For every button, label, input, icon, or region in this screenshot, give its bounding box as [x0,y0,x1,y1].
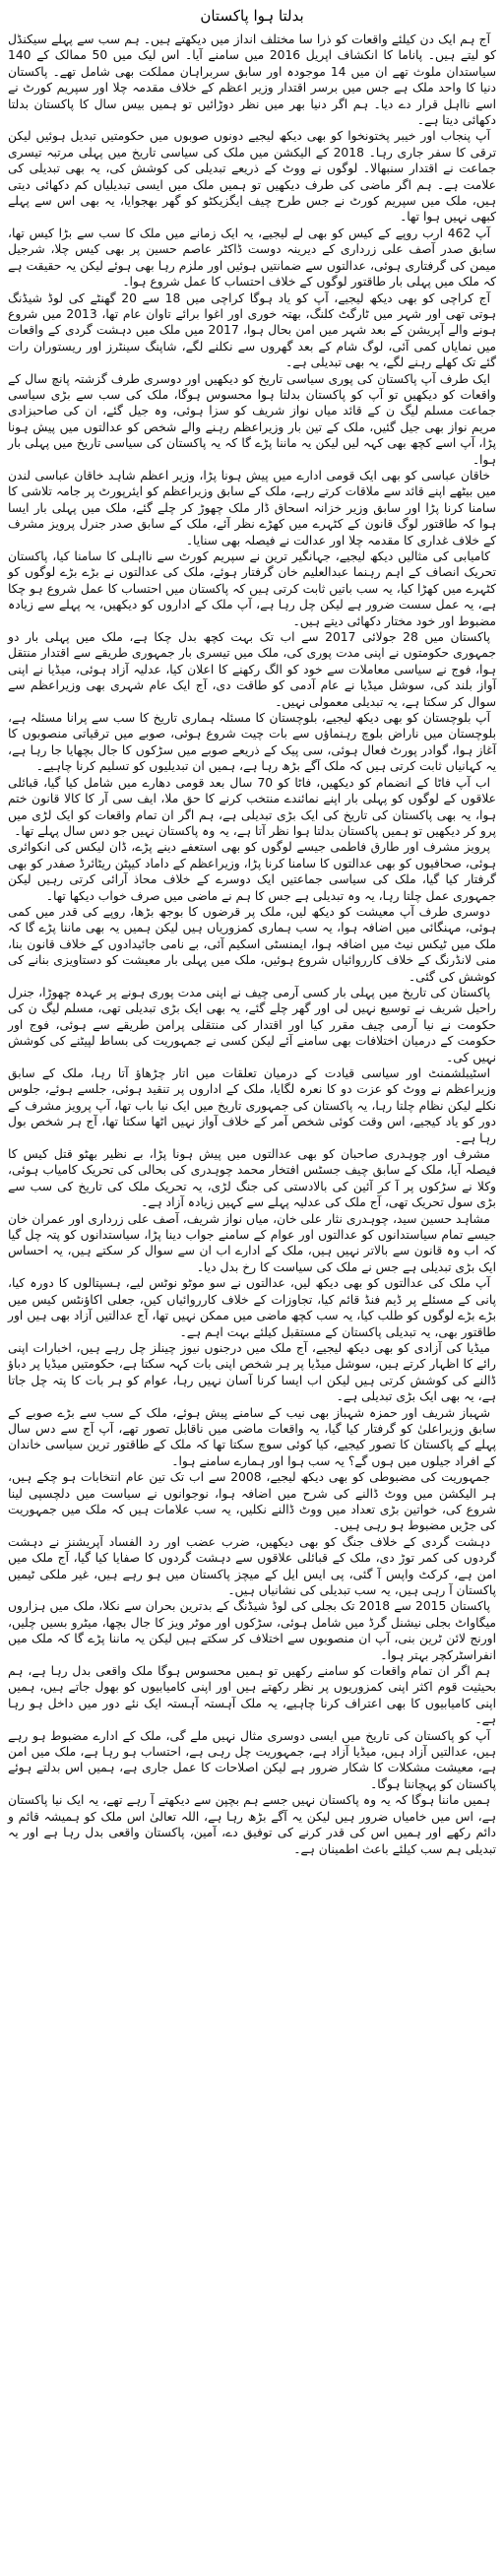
article-paragraph: آج کراچی کو بھی دیکھ لیجیے، آپ کو یاد ہوگا کراچی میں 18 سے 20 گھنٹے کی لوڈ شیڈنگ ہوتی تھی اور شہر میں ٹارگٹ کلنگ، بھتہ خوری اور اغوا برائے تاوان عام تھا، 2013 میں شروع ہونے والے آپریشن کے بعد شہر میں امن بحال ہوا، 2017 میں ملک میں دہشت گردی کے واقعات میں نمایاں کمی آئی، لوگ شام کے بعد گھروں سے نکلنے لگے، شاپنگ سینٹرز اور ریستوران رات گئے تک کھلے رہنے لگے، یہ بھی تبدیلی ہے۔ [8,290,496,370]
article-paragraph: میڈیا کی آزادی کو بھی دیکھ لیجیے، آج ملک میں درجنوں نیوز چینلز چل رہے ہیں، اخبارات اپنی رائے کا اظہار کرتے ہیں، سوشل میڈیا پر ہر شخص اپنی بات کہہ سکتا ہے، حکومتیں میڈیا پر دباؤ ڈالنے کی کوشش کرتی ہیں لیکن اب ایسا کرنا آسان نہیں رہا، عوام کو ہر بات کا پتہ چل جاتا ہے، یہ بھی ایک بڑی تبدیلی ہے۔ [8,1340,496,1404]
article-paragraph: شہباز شریف اور حمزہ شہباز بھی نیب کے سامنے پیش ہوئے، ملک کے سب سے بڑے صوبے کے سابق وزیراعلیٰ کو گرفتار کیا گیا، یہ واقعات ماضی میں ناقابل تصور تھے، آپ آج سے دس سال پہلے کے پاکستان کا تصور کیجیے، کیا کوئی سوچ سکتا تھا کہ ملک کے طاقتور ترین سیاسی خاندان کے افراد جیلوں میں ہوں گے؟ یہ سب ہوا اور ہمارے سامنے ہوا۔ [8,1405,496,1468]
article-paragraph: خاقان عباسی کو بھی ایک قومی ادارے میں پیش ہونا پڑا، وزیر اعظم شاہد خاقان عباسی لندن میں بیٹھے اپنے قائد سے ملاقات کرتے رہے، ملک کے سابق وزیراعظم کو ایئرپورٹ پر جامہ تلاشی کا سامنا کرنا پڑا اور سابق وزیر خزانہ اسحاق ڈار ملک چھوڑ کر چلے گئے، ملک میں پہلی بار ایسا ہوا کہ طاقتور لوگ قانون کے کٹہرے میں کھڑے نظر آئے، ملک کے سابق صدر جنرل پرویز مشرف کے خلاف غداری کا مقدمہ چلا اور عدالت نے فیصلہ بھی سنایا۔ [8,468,496,547]
article-paragraph: جمہوریت کی مضبوطی کو بھی دیکھ لیجیے، 2008 سے اب تک تین عام انتخابات ہو چکے ہیں، ہر الیکشن میں ووٹ ڈالنے کی شرح میں اضافہ ہوا، نوجوانوں نے سیاست میں دلچسپی لینا شروع کی، خواتین بڑی تعداد میں ووٹ ڈالنے نکلیں، یہ سب علامات ہیں کہ ملک میں جمہوریت کی جڑیں مضبوط ہو رہی ہیں۔ [8,1470,496,1533]
article-paragraph: ہم اگر ان تمام واقعات کو سامنے رکھیں تو ہمیں محسوس ہوگا ملک واقعی بدل رہا ہے، ہم بحیثیت قوم اکثر اپنی کمزوریوں پر نظر رکھتے ہیں اور اپنی کامیابیوں کو بھول جاتے ہیں، ہمیں اپنی کامیابیوں کا بھی اعتراف کرنا چاہیے، یہ ملک آہستہ آہستہ ایک نئے دور میں داخل ہو رہا ہے۔ [8,1664,496,1727]
article-paragraph: آج ہم ایک دن کیلئے واقعات کو ذرا سا مختلف انداز میں دیکھتے ہیں۔ ہم سب سے پہلے سیکنڈل کو لیتے ہیں۔ پاناما کا انکشاف اپریل 2016 میں سامنے آیا۔ اس لیک میں 50 ممالک کے 140 سیاستدان ملوث تھے ان میں 14 موجودہ اور سابق سربراہان مملکت بھی شامل تھے۔ پاکستان دنیا کا واحد ملک ہے جس میں برسر اقتدار وزیر اعظم کے خلاف مقدمہ چلا اور سپریم کورٹ نے اسے نااہل قرار دے دیا۔ ہم اگر دنیا بھر میں نظر دوڑائیں تو ہمیں بیس سال کا پاکستان بدلتا دکھائی دیتا ہے۔ [8,32,496,128]
article-paragraph: مشرف اور چوہدری صاحبان کو بھی عدالتوں میں پیش ہونا پڑا، بے نظیر بھٹو قتل کیس کا فیصلہ آیا، ملک کے سابق چیف جسٹس افتخار محمد چوہدری کی بحالی کی تحریک کامیاب ہوئی، وکلا نے سڑکوں پر آ کر آئین کی بالادستی کی جنگ لڑی، یہ تحریک ملک کی تاریخ کی سب سے بڑی سول تحریک تھی، آج ملک کی عدلیہ پہلے سے کہیں زیادہ آزاد ہے۔ [8,1147,496,1210]
article-paragraph: کامیابی کی مثالیں دیکھ لیجیے، جہانگیر ترین نے سپریم کورٹ سے نااہلی کا سامنا کیا، پاکستان تحریک انصاف کے اہم رہنما عبدالعلیم خان گرفتار ہوئے، ملک کی عدالتوں نے بڑے بڑے لوگوں کو کٹہرے میں کھڑا کیا، یہ سب باتیں ثابت کرتی ہیں کہ پاکستان میں احتساب کا عمل شروع ہو چکا ہے، یہ عمل سست ضرور ہے لیکن چل رہا ہے، آپ ملک کے اداروں کو دیکھیں، یہ پہلے سے زیادہ مضبوط اور خود مختار دکھائی دیتے ہیں۔ [8,549,496,628]
article-paragraph: مشاہد حسین سید، چوہدری نثار علی خان، میاں نواز شریف، آصف علی زرداری اور عمران خان جیسے تمام سیاستدانوں کو عدالتوں اور عوام کے سامنے جواب دینا پڑا، سیاستدانوں کو پتہ چل گیا کہ اب وہ قانون سے بالاتر نہیں ہیں، ملک کے ادارے اب ان سے سوال کر سکتے ہیں، یہ احساس ایک بڑی تبدیلی ہے جس نے ملک کی سیاست کا رخ بدل دیا۔ [8,1211,496,1274]
article-paragraph: پاکستان کی تاریخ میں پہلی بار کسی آرمی چیف نے اپنی مدت پوری ہونے پر عہدہ چھوڑا، جنرل راحیل شریف نے توسیع نہیں لی اور گھر چلے گئے، یہ بھی ایک بڑی تبدیلی تھی، مسلم لیگ ن کی حکومت نے نیا آرمی چیف مقرر کیا اور اقتدار کی منتقلی پرامن طریقے سے ہوئی، فوج اور حکومت کے درمیان اختلافات بھی سامنے آئے لیکن کسی نے جمہوریت کی بساط لپیٹنے کی کوشش نہیں کی۔ [8,985,496,1064]
article-paragraph: اب آپ فاٹا کے انضمام کو دیکھیں، فاٹا کو 70 سال بعد قومی دھارے میں شامل کیا گیا، قبائلی علاقوں کے لوگوں کو پہلی بار اپنے نمائندے منتخب کرنے کا حق ملا، ایف سی آر کا کالا قانون ختم ہوا، یہ بھی پاکستان کی تاریخ کی ایک بڑی تبدیلی ہے، ہم اگر ان تمام واقعات کو ایک لڑی میں پرو کر دیکھیں تو ہمیں پاکستان بدلتا ہوا نظر آتا ہے، یہ وہ پاکستان نہیں جو دس سال پہلے تھا۔ [8,775,496,838]
article-paragraph: ایک طرف آپ پاکستان کی پوری سیاسی تاریخ کو دیکھیں اور دوسری طرف گزشتہ پانچ سال کے واقعات کو دیکھیں تو آپ کو پاکستان بدلتا ہوا محسوس ہوگا، ملک کی سب سے بڑی سیاسی جماعت مسلم لیگ ن کے قائد میاں نواز شریف کو سزا ہوئی، وہ جیل گئے، ان کی صاحبزادی مریم نواز بھی جیل گئیں، ملک کے تین بار وزیراعظم رہنے والے شخص کو عدالتوں میں پیش ہونا پڑا، آپ اسے کچھ بھی کہہ لیں لیکن یہ ماننا پڑے گا کہ یہ پاکستان کی سیاسی تاریخ میں پہلی بار ہوا۔ [8,371,496,467]
article-title: بدلتا ہوا پاکستان [200,7,304,25]
article-paragraph: پاکستان میں 28 جولائی 2017 سے اب تک بہت کچھ بدل چکا ہے، ملک میں پہلی بار دو جمہوری حکومتوں نے اپنی مدت پوری کی، ملک میں تیسری بار جمہوری طریقے سے اقتدار منتقل ہوا، فوج نے سیاسی معاملات سے خود کو الگ رکھنے کا اعلان کیا، عدلیہ آزاد ہوئی، میڈیا نے اپنی آواز بلند کی، سوشل میڈیا نے عام آدمی کو طاقت دی، آج ایک عام شہری بھی وزیراعظم سے سوال کر سکتا ہے، یہ تبدیلی معمولی نہیں۔ [8,630,496,709]
article-paragraph: آپ بلوچستان کو بھی دیکھ لیجیے، بلوچستان کا مسئلہ ہماری تاریخ کا سب سے پرانا مسئلہ ہے، بلوچستان میں ناراض بلوچ رہنماؤں سے بات چیت شروع ہوئی، صوبے میں ترقیاتی منصوبوں کا آغاز ہوا، گوادر پورٹ فعال ہوئی، سی پیک کے ذریعے صوبے میں سڑکوں کا جال بچھایا جا رہا ہے، یہ کہانیاں ثابت کرتی ہیں کہ ملک آگے بڑھ رہا ہے، ہمیں ان تبدیلیوں کو تسلیم کرنا چاہیے۔ [8,711,496,774]
article-paragraph: پاکستان 2015 سے 2018 تک بجلی کی لوڈ شیڈنگ کے بدترین بحران سے نکلا، ملک میں ہزاروں میگاواٹ بجلی نیشنل گرڈ میں شامل ہوئی، سڑکوں اور موٹر ویز کا جال بچھا، میٹرو بسیں چلیں، اورنج لائن ٹرین بنی، آپ ان منصوبوں سے اختلاف کر سکتے ہیں لیکن یہ ماننا پڑے گا کہ ملک میں انفراسٹرکچر بہتر ہوا۔ [8,1599,496,1662]
article-paragraph: آپ 462 ارب روپے کے کیس کو بھی لے لیجیے، یہ ایک زمانے میں ملک کا سب سے بڑا کیس تھا، سابق صدر آصف علی زرداری کے دیرینہ دوست ڈاکٹر عاصم حسین پر بھی کیس چلا، شرجیل میمن کی گرفتاری ہوئی، عدالتوں سے ضمانتیں ہوئیں اور ملزم رہا بھی ہوئے لیکن یہ حقیقت ہے کہ ملک میں پہلی بار طاقتور لوگوں کے خلاف احتساب کا عمل شروع ہوا۔ [8,225,496,290]
title-wrap [8,6,496,26]
article-paragraph: آپ پنجاب اور خیبر پختونخوا کو بھی دیکھ لیجیے دونوں صوبوں میں حکومتیں تبدیل ہوئیں لیکن ترقی کا سفر جاری رہا۔ 2018 کے الیکشن میں ملک کی سیاسی تاریخ میں پہلی مرتبہ تیسری جماعت نے اقتدار سنبھالا۔ لوگوں نے ووٹ کے ذریعے تبدیلی کی کوشش کی، یہ بھی تبدیلی کی علامت ہے۔ ہم اگر ماضی کی طرف دیکھیں تو ہمیں ملک میں ایسی تبدیلیاں کم دکھائی دیتی ہیں، ملک میں سپریم کورٹ نے جس طرح چیف ایگزیکٹو کو گھر بھجوایا، یہ بھی اس سے پہلے کبھی نہیں ہوا تھا۔ [8,129,497,225]
article-paragraph: اسٹیبلشمنٹ اور سیاسی قیادت کے درمیان تعلقات میں اتار چڑھاؤ آتا رہا، ملک کے سابق وزیراعظم نے ووٹ کو عزت دو کا نعرہ لگایا، ملک کے اداروں پر تنقید ہوئی، جلسے ہوئے، جلوس نکلے لیکن نظام چلتا رہا، یہ پاکستان کی جمہوری تاریخ میں ایک نیا باب تھا، آپ پرویز مشرف کے دور کو یاد کیجیے، اس وقت کوئی شخص آمر کے خلاف آواز نہیں اٹھا سکتا تھا، آج ہر شخص بول رہا ہے۔ [8,1066,496,1145]
article-body [8,32,496,1857]
article-paragraph: دہشت گردی کے خلاف جنگ کو بھی دیکھیں، ضرب عضب اور رد الفساد آپریشنز نے دہشت گردوں کی کمر توڑ دی، ملک کے قبائلی علاقوں سے دہشت گردوں کا صفایا کیا گیا، آج ملک میں امن ہے، کرکٹ واپس آ گئی، پی ایس ایل کے میچز پاکستان میں ہو رہے ہیں، غیر ملکی ٹیمیں پاکستان آ رہی ہیں، یہ سب تبدیلی کی نشانیاں ہیں۔ [8,1534,496,1597]
article-paragraph: پرویز مشرف اور طارق فاطمی جیسے لوگوں کو بھی استعفے دینے پڑے، ڈان لیکس کی انکوائری ہوئی، صحافیوں کو بھی عدالتوں کا سامنا کرنا پڑا، وزیراعظم کے داماد کیپٹن ریٹائرڈ صفدر کو بھی گرفتار کیا گیا، ملک کی سیاسی جماعتیں ایک دوسرے کے خلاف محاذ آرائی کرتی رہیں لیکن جمہوری عمل چلتا رہا، یہ وہ تبدیلی ہے جس کا ہم نے ماضی میں صرف خواب دیکھا تھا۔ [8,840,496,903]
article-paragraph: آپ کو پاکستان کی تاریخ میں ایسی دوسری مثال نہیں ملے گی، ملک کے ادارے مضبوط ہو رہے ہیں، عدالتیں آزاد ہیں، میڈیا آزاد ہے، جمہوریت چل رہی ہے، احتساب ہو رہا ہے، ملک میں امن ہے، معیشت مشکلات کا شکار ضرور ہے لیکن اصلاحات کا عمل جاری ہے، ہمیں اس بدلتے ہوئے پاکستان کو پہچاننا ہوگا۔ [8,1728,496,1791]
article-paragraph: ہمیں ماننا ہوگا کہ یہ وہ پاکستان نہیں جسے ہم بچپن سے دیکھتے آ رہے تھے، یہ ایک نیا پاکستان ہے، اس میں خامیاں ضرور ہیں لیکن یہ آگے بڑھ رہا ہے، اللہ تعالیٰ اس ملک کو ہمیشہ قائم و دائم رکھے اور ہمیں اس کی قدر کرنے کی توفیق دے، آمین، پاکستان واقعی بدل رہا ہے اور یہ تبدیلی ہم سب کیلئے باعث اطمینان ہے۔ [8,1793,496,1856]
article-paragraph: دوسری طرف آپ معیشت کو دیکھ لیں، ملک پر قرضوں کا بوجھ بڑھا، روپے کی قدر میں کمی ہوئی، مہنگائی میں اضافہ ہوا، یہ سب ہماری کمزوریاں ہیں لیکن ہمیں یہ بھی ماننا پڑے گا کہ ملک میں ٹیکس نیٹ میں اضافہ ہوا، ایمنسٹی اسکیم آئی، بے نامی جائیدادوں کے خلاف قانون بنا، منی لانڈرنگ کے خلاف کارروائیاں شروع ہوئیں، ملک میں پہلی بار معیشت کو دستاویزی بنانے کی کوشش کی گئی۔ [8,904,496,984]
article-paragraph: آپ ملک کی عدالتوں کو بھی دیکھ لیں، عدالتوں نے سو موٹو نوٹس لیے، ہسپتالوں کا دورہ کیا، پانی کے مسئلے پر ڈیم فنڈ قائم کیا، تجاوزات کے خلاف کارروائیاں کیں، جعلی اکاؤنٹس کیس میں بڑے بڑے لوگوں کو طلب کیا، یہ سب کچھ ماضی میں ممکن نہیں تھا، آج عدالتیں آزاد بھی ہیں اور طاقتور بھی، یہ تبدیلی پاکستان کے مستقبل کیلئے بہت اہم ہے۔ [8,1276,496,1339]
